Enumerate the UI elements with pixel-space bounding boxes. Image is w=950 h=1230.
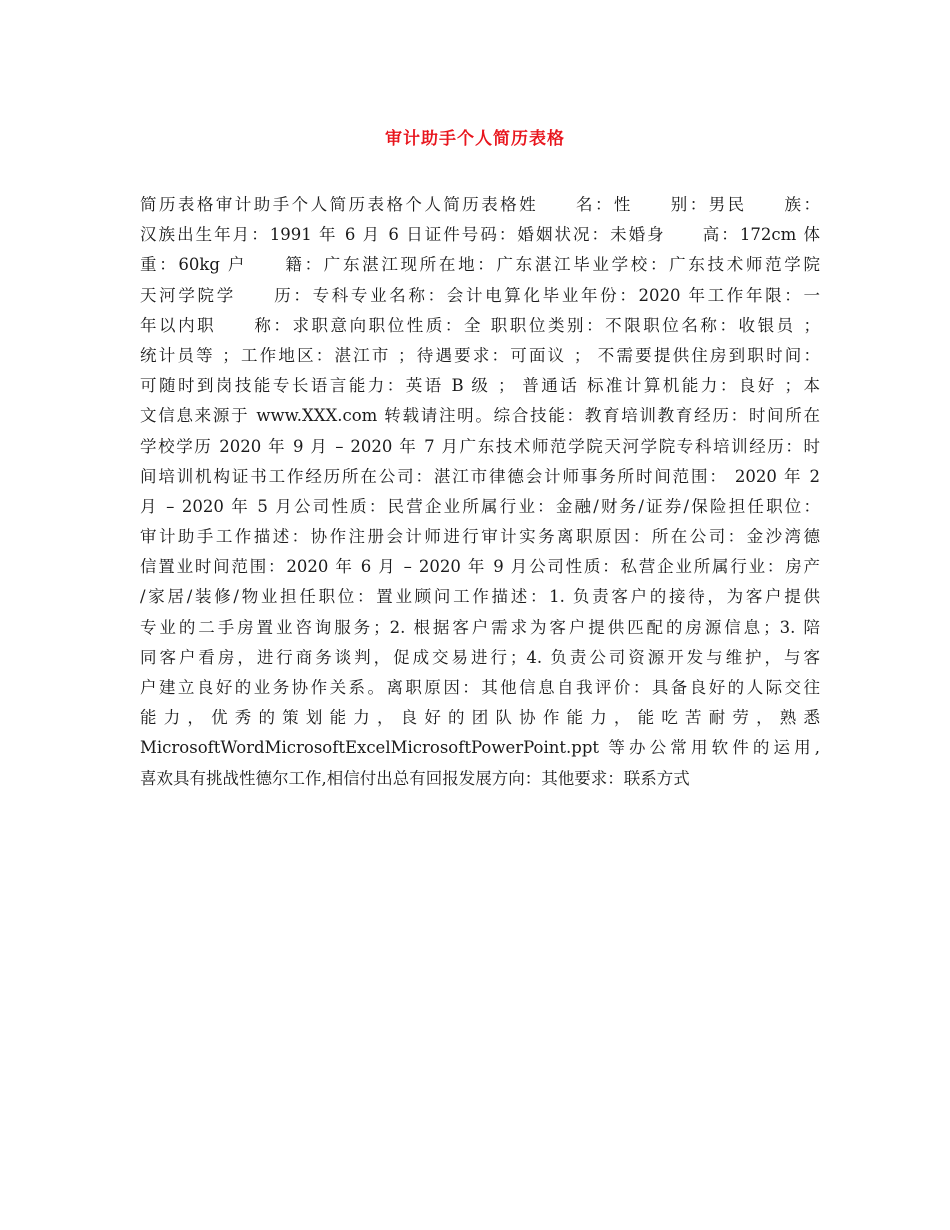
body-line: 审计助手工作描述：协作注册会计师进行审计实务离职原因：所在公司：金沙湾德	[140, 527, 820, 547]
body-line: 汉族出生年月：1991 年 6 月 6 日证件号码：婚姻状况：未婚身 高：172cm 体	[140, 225, 820, 245]
body-line: 同客户看房，进行商务谈判，促成交易进行；4. 负责公司资源开发与维护，与客	[140, 647, 820, 667]
body-line: 专业的二手房置业咨询服务；2. 根据客户需求为客户提供匹配的房源信息；3. 陪	[140, 617, 820, 637]
body-line: /家居/装修/物业担任职位：置业顾问工作描述：1. 负责客户的接待，为客户提供	[140, 587, 820, 607]
body-line: MicrosoftWordMicrosoftExcelMicrosoftPowerPoint.ppt 等办公常用软件的运用,	[140, 738, 820, 758]
body-line: 简历表格审计助手个人简历表格个人简历表格姓 名：性 别：男民 族：	[140, 195, 820, 214]
body-line: 天河学院学 历：专科专业名称：会计电算化毕业年份：2020 年工作年限：一	[140, 285, 820, 305]
body-line: 户建立良好的业务协作关系。离职原因：其他信息自我评价：具备良好的人际交往	[140, 678, 820, 697]
body-line: 能 力 ， 优 秀 的 策 划 能 力 ， 良 好 的 团 队 协 作 能 力 ， 能 吃 苦 耐 劳 ， 熟 悉	[140, 708, 820, 728]
body-line: 信置业时间范围：2020 年 6 月 – 2020 年 9 月公司性质：私营企业所属行业：房产	[140, 557, 820, 577]
body-line: 文信息来源于 www.XXX.com 转载请注明。综合技能：教育培训教育经历：时间所在	[140, 406, 820, 426]
body-line: 喜欢具有挑战性德尔工作,相信付出总有回报发展方向：其他要求：联系方式	[140, 768, 690, 788]
body-line: 年以内职 称：求职意向职位性质：全 职职位类别：不限职位名称：收银员 ；	[140, 315, 820, 335]
body-line: 间培训机构证书工作经历所在公司：湛江市律德会计师事务所时间范围： 2020 年 2	[140, 466, 820, 486]
document-body	[140, 190, 820, 794]
body-line: 学校学历 2020 年 9 月 – 2020 年 7 月广东技术师范学院天河学院专科培训经历：时	[140, 436, 820, 456]
body-line: 月 – 2020 年 5 月公司性质：民营企业所属行业：金融/财务/证券/保险担任职位：	[140, 496, 820, 516]
body-line: 统计员等 ；工作地区：湛江市 ；待遇要求：可面议 ； 不需要提供住房到职时间：	[140, 345, 820, 365]
body-line: 可随时到岗技能专长语言能力：英语 B 级 ； 普通话 标准计算机能力：良好 ；本	[140, 376, 820, 396]
body-line: 重：60kg 户 籍：广东湛江现所在地：广东湛江毕业学校：广东技术师范学院	[140, 255, 820, 275]
document-title: 审计助手个人简历表格	[385, 129, 565, 149]
